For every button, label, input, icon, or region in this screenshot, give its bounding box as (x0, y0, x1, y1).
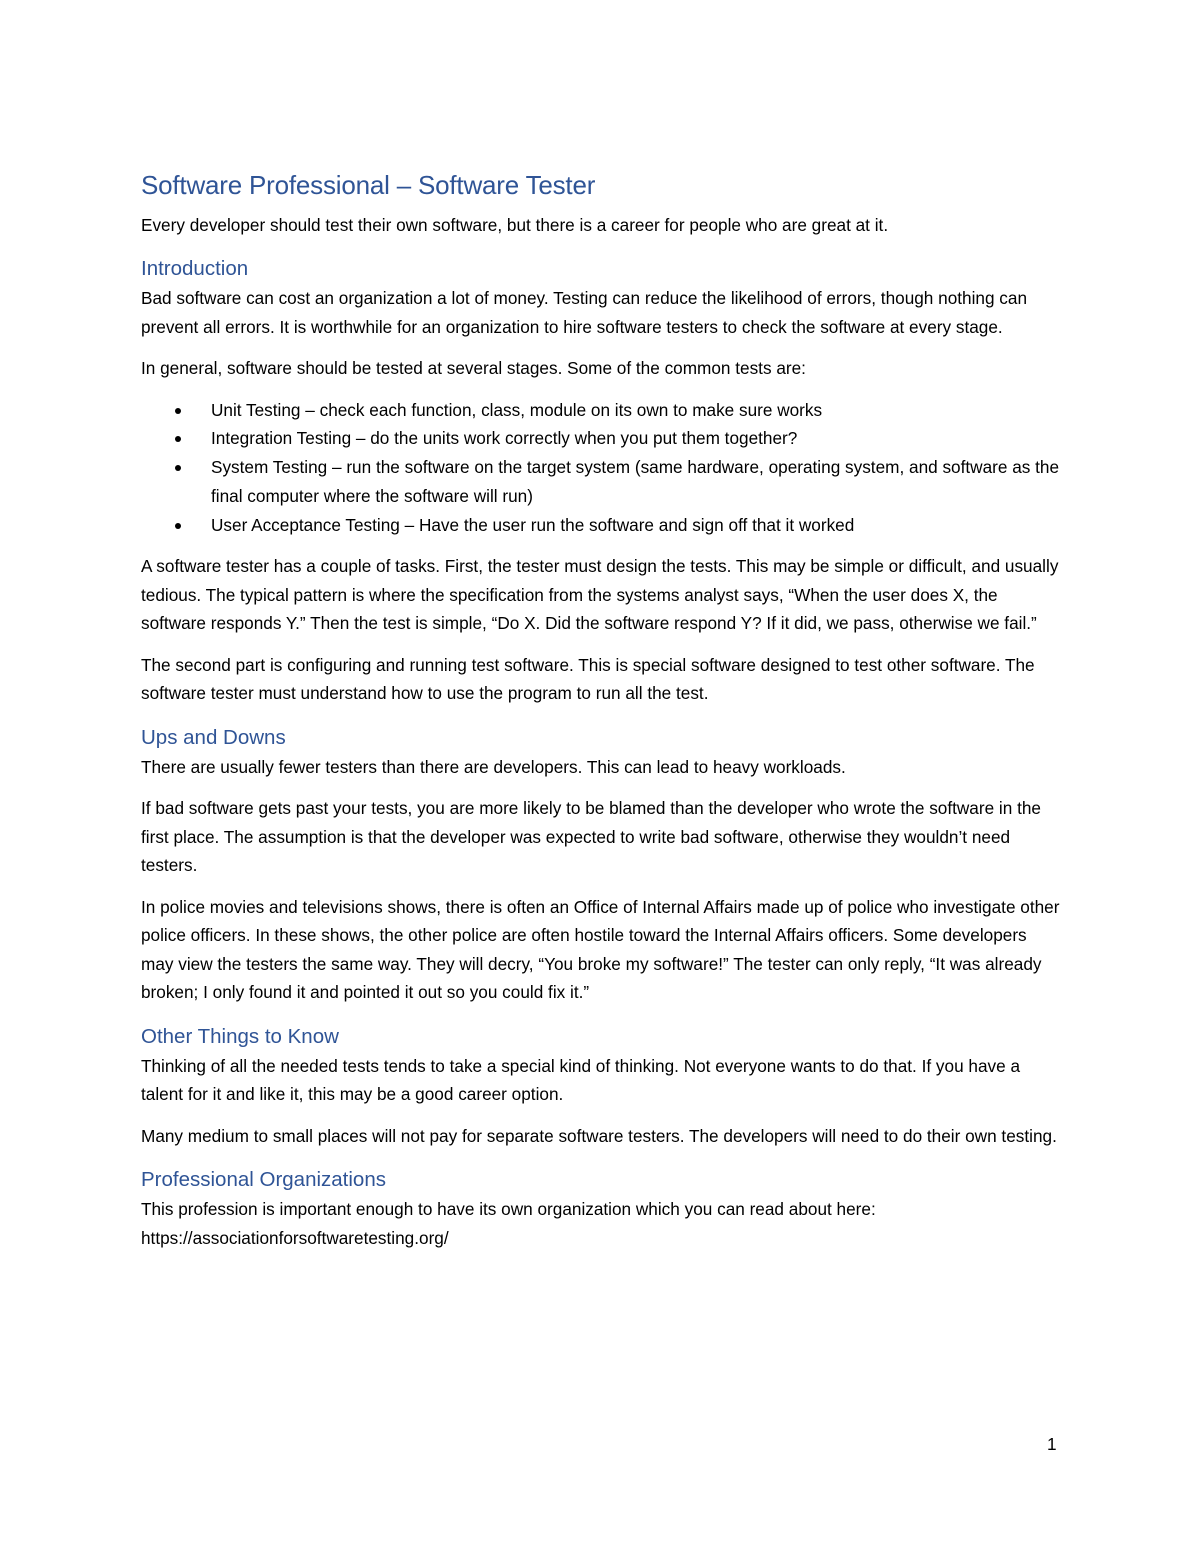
bullet-icon (175, 465, 181, 471)
list-item-text: Integration Testing – do the units work correctly when you put them together? (211, 428, 798, 449)
paragraph: Thinking of all the needed tests tends to take a special kind of thinking. Not everyone wants to do that. If you have a talent for it and like it, this may be a good career option. (141, 1055, 1021, 1105)
section-heading: Ups and Downs (141, 725, 286, 749)
section-heading: Introduction (141, 257, 249, 280)
paragraph: Bad software can cost an organization a lot of money. Testing can reduce the likelihood of errors, though nothing can prevent all errors. It is worthwhile for an organization to hire software testers to check the software at every stage. (141, 288, 1028, 337)
bullet-icon (175, 408, 181, 414)
document-subtitle: Every developer should test their own software, but there is a career for people who are great at it. (141, 215, 889, 235)
list-item-text: User Acceptance Testing – Have the user run the software and sign off that it worked (211, 514, 855, 535)
paragraph: In general, software should be tested at several stages. Some of the common tests are: (141, 358, 806, 378)
document-body (141, 166, 1061, 1252)
section-other-things-to-know (141, 1022, 1061, 1151)
section-heading: Other Things to Know (141, 1024, 339, 1048)
list-item (141, 424, 1061, 453)
section-introduction (141, 254, 1061, 708)
paragraph: Many medium to small places will not pay for separate software testers. The developers will need to do their own testing. (141, 1125, 1057, 1146)
bullet-icon (175, 523, 181, 529)
list-item-text: System Testing – run the software on the target system (same hardware, operating system, and software as the final computer where the software will run) (211, 457, 1060, 506)
section-heading: Professional Organizations (141, 1168, 386, 1192)
document-title: Software Professional – Software Tester (141, 170, 596, 200)
bullet-icon (175, 436, 181, 442)
list-item (141, 453, 1061, 511)
test-types-list (141, 396, 1061, 540)
page-number: 1 (1047, 1434, 1057, 1454)
list-item-text: Unit Testing – check each function, class, module on its own to make sure works (211, 399, 823, 420)
organization-url: https://associationforsoftwaretesting.org/ (141, 1227, 449, 1248)
paragraph: If bad software gets past your tests, you are more likely to be blamed than the developer who wrote the software in the first place. The assumption is that the developer was expected to write bad software, otherwise they wouldn’t need testers. (141, 798, 1041, 876)
list-item (141, 396, 1061, 425)
section-professional-organizations (141, 1165, 1061, 1252)
list-item (141, 511, 1061, 540)
paragraph: This profession is important enough to have its own organization which you can read about here: (141, 1199, 876, 1220)
paragraph: In police movies and televisions shows, there is often an Office of Internal Affairs made up of police who investigate other police officers. In these shows, the other police are often hostile toward the Internal Affairs officers. Some developers may view the testers the same way. They will decry, “You broke my software!” The tester can only reply, “It was already broken; I only found it and pointed it out so you could fix it.” (141, 896, 1060, 1003)
section-ups-and-downs (141, 723, 1061, 1007)
paragraph: The second part is configuring and running test software. This is special software designed to test other software. The software tester must understand how to use the program to run all the test. (141, 654, 1035, 704)
paragraph: There are usually fewer testers than there are developers. This can lead to heavy workloads. (141, 756, 846, 777)
paragraph: A software tester has a couple of tasks. First, the tester must design the tests. This may be simple or difficult, and usually tedious. The typical pattern is where the specification from the systems analyst says, “When the user does X, the software responds Y.” Then the test is simple, “Do X. Did the software respond Y? If it did, we pass, otherwise we fail.” (141, 556, 1059, 634)
